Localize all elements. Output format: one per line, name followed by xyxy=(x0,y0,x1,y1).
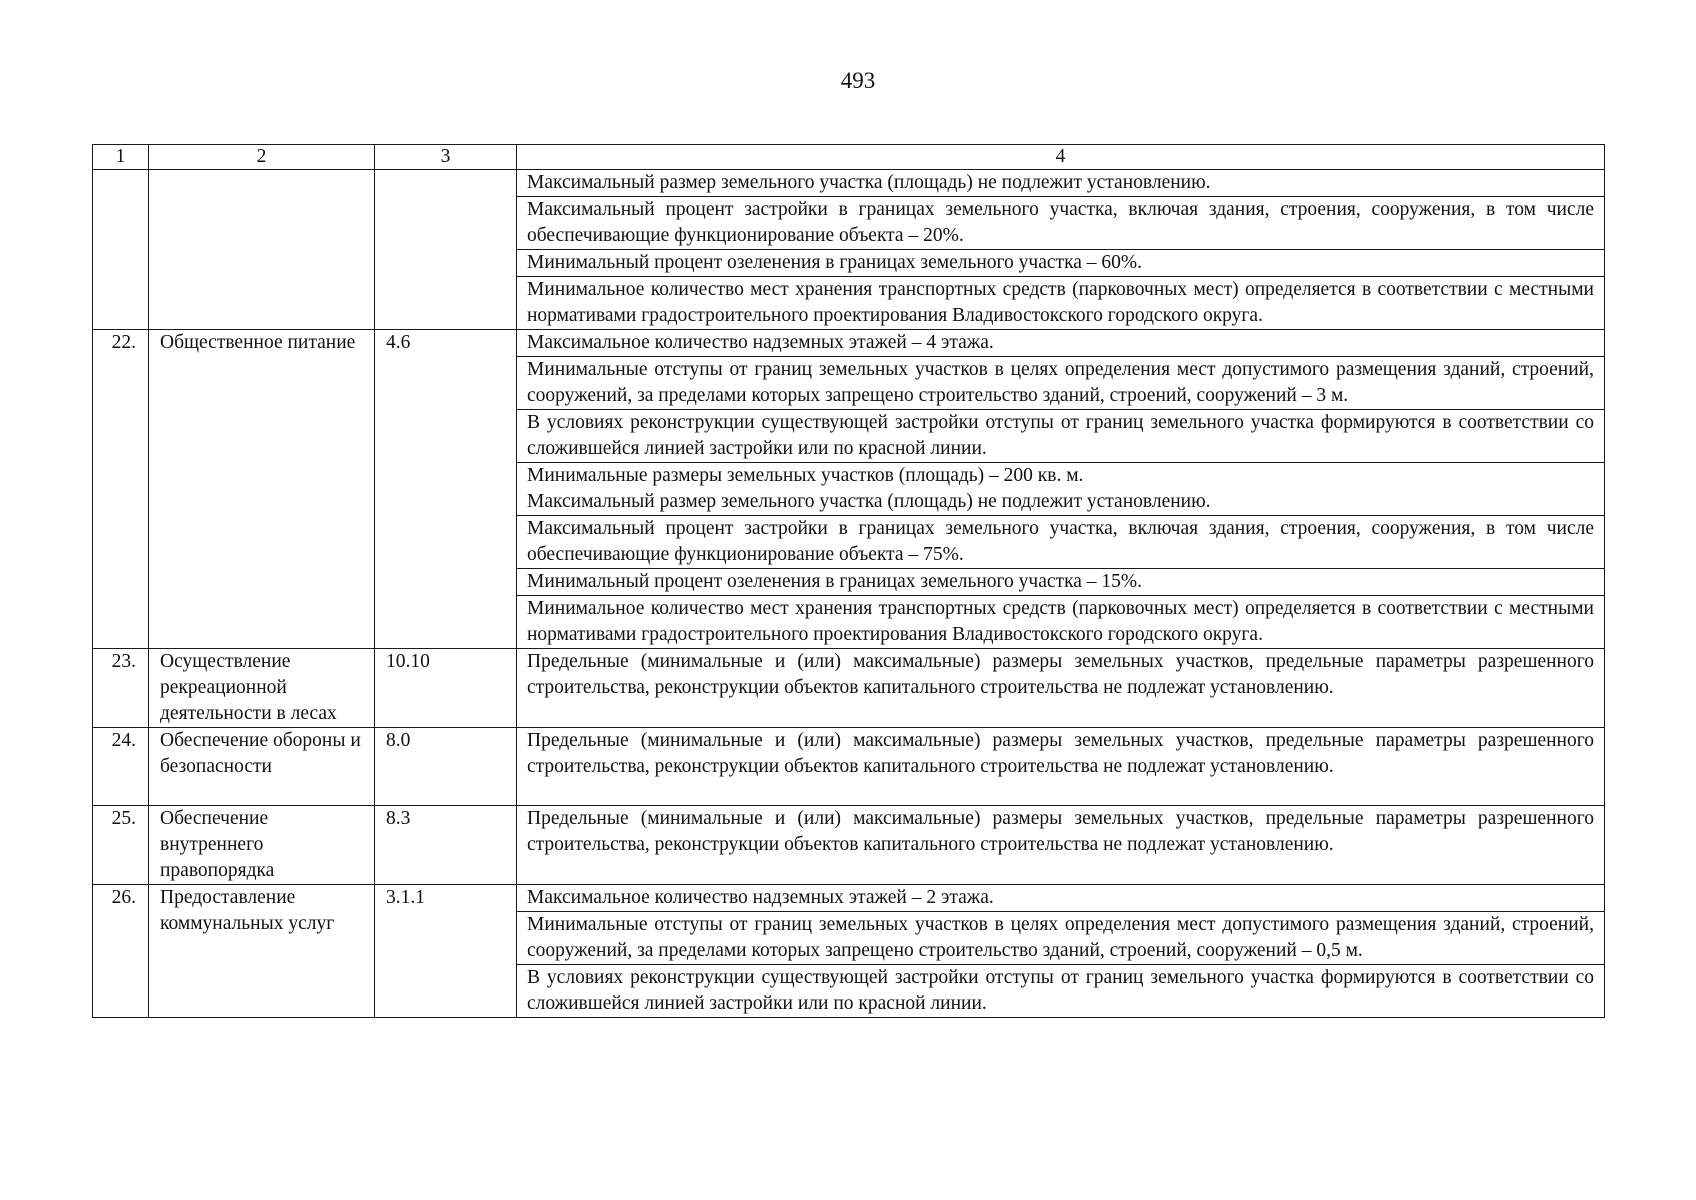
table-row xyxy=(93,330,1605,357)
param-cell: Предельные (минимальные и (или) максимальные) размеры земельных участков, предельные параметры разрешенного строительства, реконструкции объектов капитального строительства не подлежат установлению. xyxy=(517,728,1605,806)
table-row xyxy=(93,728,1605,806)
use-type-name: Обеспечение обороны и безопасности xyxy=(149,728,375,806)
param-cell: В условиях реконструкции существующей застройки отступы от границ земельного участка формируются в соответствии со сложившейся линией застройки или по красной линии. xyxy=(517,410,1605,463)
param-cell: Максимальный процент застройки в границах земельного участка, включая здания, строения, сооружения, в том числе обеспечивающие функционирование объекта – 20%. xyxy=(517,197,1605,250)
use-type-name: Предоставление коммунальных услуг xyxy=(149,885,375,1018)
param-cell: Максимальное количество надземных этажей – 4 этажа. xyxy=(517,330,1605,357)
use-type-code: 3.1.1 xyxy=(375,885,517,1018)
param-cell: Предельные (минимальные и (или) максимальные) размеры земельных участков, предельные параметры разрешенного строительства, реконструкции объектов капитального строительства не подлежат установлению. xyxy=(517,649,1605,728)
param-cell: Минимальные размеры земельных участков (площадь) – 200 кв. м. Максимальный размер земельного участка (площадь) не подлежит установлению. xyxy=(517,463,1605,516)
param-cell: Минимальное количество мест хранения транспортных средств (парковочных мест) определяется в соответствии с местными нормативами градостроительного проектирования Владивостокского городского округа. xyxy=(517,277,1605,330)
code-cell-empty xyxy=(375,170,517,330)
use-type-code: 8.3 xyxy=(375,806,517,885)
param-cell: Максимальное количество надземных этажей – 2 этажа. xyxy=(517,885,1605,912)
zoning-parameters-table xyxy=(92,144,1605,1018)
param-cell: Минимальный процент озеленения в границах земельного участка – 15%. xyxy=(517,569,1605,596)
column-header-4: 4 xyxy=(517,145,1605,170)
row-number: 23. xyxy=(93,649,149,728)
row-number: 24. xyxy=(93,728,149,806)
param-cell: Минимальные отступы от границ земельных участков в целях определения мест допустимого размещения зданий, строений, сооружений, за пределами которых запрещено строительство зданий, строений, сооружений – 3 м. xyxy=(517,357,1605,410)
column-header-3: 3 xyxy=(375,145,517,170)
table-header-row xyxy=(93,145,1605,170)
param-cell: Предельные (минимальные и (или) максимальные) размеры земельных участков, предельные параметры разрешенного строительства, реконструкции объектов капитального строительства не подлежат установлению. xyxy=(517,806,1605,885)
param-cell: Максимальный размер земельного участка (площадь) не подлежит установлению. xyxy=(517,170,1605,197)
column-header-1: 1 xyxy=(93,145,149,170)
table-row-continuation xyxy=(93,170,1605,197)
param-cell: Минимальное количество мест хранения транспортных средств (парковочных мест) определяется в соответствии с местными нормативами градостроительного проектирования Владивостокского городского округа. xyxy=(517,596,1605,649)
param-cell: В условиях реконструкции существующей застройки отступы от границ земельного участка формируются в соответствии со сложившейся линией застройки или по красной линии. xyxy=(517,965,1605,1018)
table-row xyxy=(93,806,1605,885)
use-type-name: Обеспечение внутреннего правопорядка xyxy=(149,806,375,885)
param-cell: Максимальный процент застройки в границах земельного участка, включая здания, строения, сооружения, в том числе обеспечивающие функционирование объекта – 75%. xyxy=(517,516,1605,569)
use-type-name: Общественное питание xyxy=(149,330,375,649)
param-cell: Минимальные отступы от границ земельных участков в целях определения мест допустимого размещения зданий, строений, сооружений, за пределами которых запрещено строительство зданий, строений, сооружений – 0,5 м. xyxy=(517,912,1605,965)
use-type-code: 4.6 xyxy=(375,330,517,649)
table-row xyxy=(93,649,1605,728)
param-cell: Минимальный процент озеленения в границах земельного участка – 60%. xyxy=(517,250,1605,277)
table-row xyxy=(93,885,1605,912)
use-type-code: 8.0 xyxy=(375,728,517,806)
num-cell-empty xyxy=(93,170,149,330)
use-type-name: Осуществление рекреационной деятельности в лесах xyxy=(149,649,375,728)
row-number: 22. xyxy=(93,330,149,649)
row-number: 25. xyxy=(93,806,149,885)
column-header-2: 2 xyxy=(149,145,375,170)
use-type-code: 10.10 xyxy=(375,649,517,728)
row-number: 26. xyxy=(93,885,149,1018)
page-number: 493 xyxy=(840,68,876,93)
name-cell-empty xyxy=(149,170,375,330)
